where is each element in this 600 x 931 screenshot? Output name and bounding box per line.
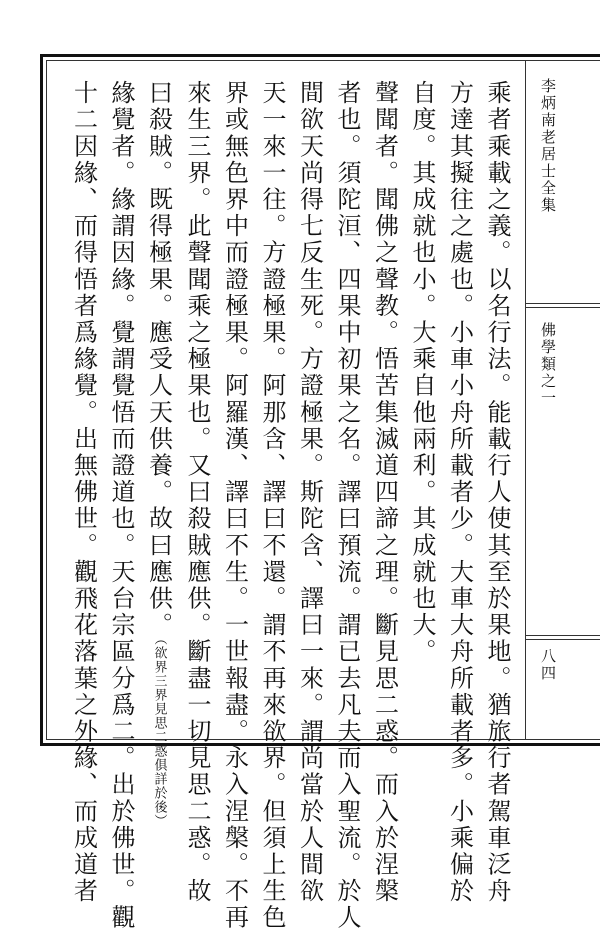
body-text (63, 80, 515, 931)
text-column: 乘者乘載之義。以名行法。能載行人使其至於果地。猶旅行者駕車泛舟 (483, 80, 511, 905)
annotation-note: （欲界三界見思二惑俱詳於後） (151, 638, 167, 829)
text-column: 自度。其成就也小。大乘自他兩利。其成就也大。 (408, 80, 436, 666)
margin-double-rule (526, 303, 600, 308)
text-column: 緣覺者。緣謂因緣。覺謂覺悟而證道也。天台宗區分爲二。出於佛世。觀 (107, 80, 135, 931)
text-column-with-note (139, 80, 178, 829)
text-column: 者也。須陀洹、四果中初果之名。譯曰預流。謂已去凡夫而入聖流。於人 (333, 80, 361, 931)
text-column: 曰殺賊。既得極果。應受人天供養。故曰應供。 (144, 80, 173, 639)
section-title: 佛學類之一 (539, 322, 557, 407)
text-column: 十二因緣、而得悟者爲緣覺。出無佛世。觀飛花落葉之外緣、而成道者 (69, 80, 98, 905)
text-column: 來生三界。此聲聞乘之極果也。又曰殺賊應供。斷盡一切見思二惑。故 (183, 80, 211, 905)
text-column: 天一來一往。方證極果。阿那含、譯曰不還。謂不再來欲界。但須上生色 (258, 80, 286, 931)
book-title: 李炳南老居士全集 (539, 78, 557, 214)
text-column: 界或無色界中而證極果。阿羅漢、譯曰不生。一世報盡。永入涅槃。不再 (220, 80, 249, 931)
page-number: 八四 (539, 648, 557, 682)
margin-double-rule (526, 635, 600, 640)
text-column: 方達其擬往之處也。小車小舟所載者少。大車大舟所載者多。小乘偏於 (445, 80, 474, 905)
text-column: 聲聞者。聞佛之聲教。悟苦集滅道四諦之理。斷見思二惑。而入於涅槃 (370, 80, 399, 905)
text-column: 間欲天尚得七反生死。方證極果。斯陀含、譯曰一來。謂尚當於人間欲 (295, 80, 324, 905)
